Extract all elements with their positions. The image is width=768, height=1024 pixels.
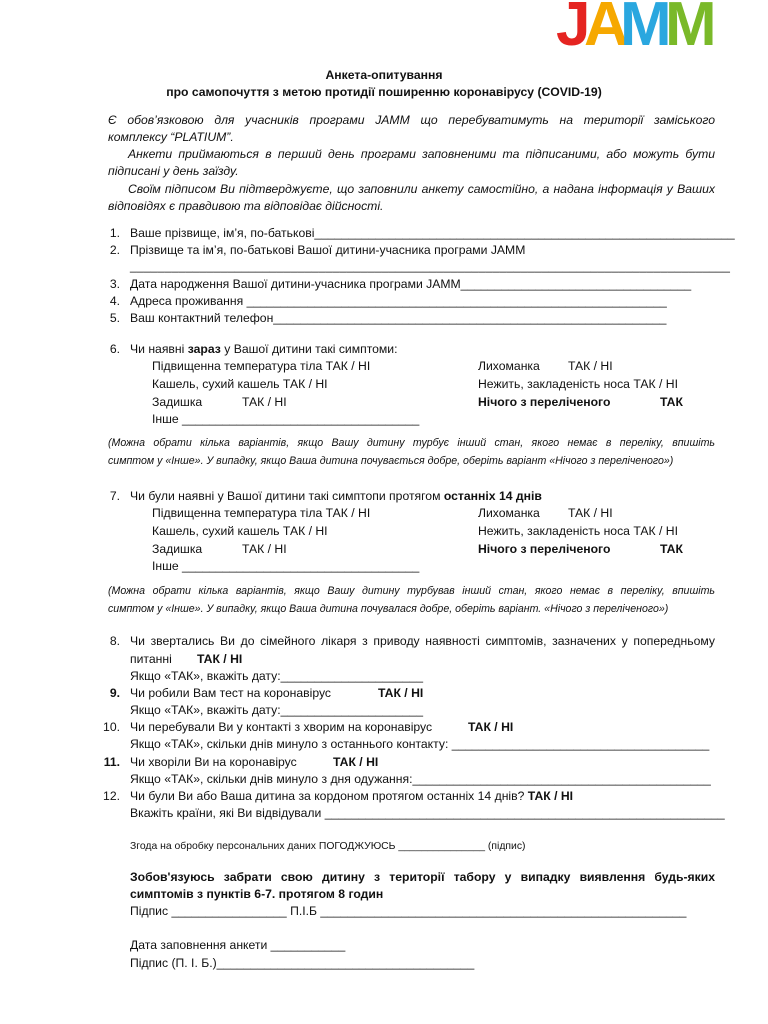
intro-p1-line1: Є обов’язковою для учасників програми JAMM що перебуватимуть на території заміського: [108, 113, 715, 127]
q2-number: 2.: [109, 243, 120, 257]
logo-letter-j: J: [556, 0, 587, 59]
q8-question-line1: Чи звертались Ви до сімейного лікаря з приводу наявності симптомів, зазначених у попередньому: [130, 634, 715, 648]
logo-letter-a: A: [584, 0, 625, 59]
q6-none-label: Нічого з переліченого: [478, 395, 611, 409]
document-subtitle: про самопочуття з метою протидії поширенню коронавірусу (COVID-19): [166, 85, 602, 99]
q6-dyspnea-label: Задишка: [152, 395, 203, 409]
q7-chills-option[interactable]: ТАК / НІ: [568, 506, 613, 520]
q6-cough-option[interactable]: Кашель, сухий кашель ТАК / НІ: [152, 377, 328, 391]
q6-dyspnea-option[interactable]: ТАК / НІ: [242, 395, 287, 409]
q8-question-line2: питанні: [130, 652, 172, 666]
q7-question-bold: останніх 14 днів: [443, 489, 542, 503]
q9-question: Чи робили Вам тест на коронавірус: [130, 686, 332, 700]
q5-number: 5.: [109, 311, 120, 325]
q12-question-text: Чи були Ви або Ваша дитина за кордоном протягом останніх 14 днів?: [130, 789, 528, 803]
q1-full-name-field[interactable]: Ваше прізвище, ім’я, по-батькові______________________________________________________________: [130, 226, 735, 240]
q10-question: Чи перебували Ви у контакті з хворим на коронавірус: [130, 720, 433, 734]
q8-date-field[interactable]: Якщо «ТАК», вкажіть дату:_____________________: [130, 669, 423, 683]
q7-dyspnea-label: Задишка: [152, 542, 203, 556]
footer-signature-field[interactable]: Підпис (П. І. Б.)______________________________________: [130, 956, 475, 970]
q6-note-line2: симптом у «Інше». У випадку, якщо Ваша дитина почувається добре, оберіть варіант «Нічого з переліченого»): [108, 455, 674, 467]
intro-p3-line2: відповідях є правдивою та відповідає дійсності.: [108, 199, 384, 213]
q3-number: 3.: [109, 277, 120, 291]
q10-days-field[interactable]: Якщо «ТАК», скільки днів минуло з останнього контакту: ______________________________________: [130, 737, 710, 751]
q10-number: 10.: [103, 720, 120, 734]
q6-nose-option[interactable]: Нежить, закладеність носа ТАК / НІ: [478, 377, 678, 391]
fill-date-field[interactable]: Дата заповнення анкети ___________: [130, 938, 346, 952]
q10-answer-option[interactable]: ТАК / НІ: [468, 720, 514, 734]
q7-other-field[interactable]: Інше ___________________________________: [152, 559, 420, 573]
logo-letter-m2: M: [665, 0, 713, 59]
q6-note-line1: (Можна обрати кілька варіантів, якщо Вашу дитину турбує інший стан, якого немає в переліку, впишіть: [108, 437, 715, 449]
obligation-signature-field[interactable]: Підпис _________________ П.І.Б ______________________________________________________: [130, 904, 687, 918]
q7-note-line1: (Можна обрати кілька варіантів, якщо Вашу дитину турбував інший стан, якого немає в переліку, впишіть: [108, 585, 715, 597]
obligation-line2: симптомів з пунктів 6-7. протягом 8 годин: [130, 887, 384, 901]
q6-chills-option[interactable]: ТАК / НІ: [568, 359, 613, 373]
intro-p2-line1: Анкети приймаються в перший день програми заповненими та підписаними, або можуть бути: [128, 147, 715, 161]
q6-none-option[interactable]: ТАК: [660, 395, 683, 409]
q9-number: 9.: [109, 686, 120, 700]
intro-p1-line2: комплексу “PLATIUM”.: [108, 130, 234, 144]
logo-letter-m1: M: [620, 0, 668, 59]
q7-question: [130, 488, 542, 506]
q8-number: 8.: [109, 634, 120, 648]
q6-other-field[interactable]: Інше ___________________________________: [152, 412, 420, 426]
q3-birthdate-field[interactable]: Дата народження Вашої дитини-учасника програми JAMM__________________________________: [130, 277, 692, 291]
q12-number: 12.: [103, 789, 120, 803]
intro-p2-line2: підписані у день заїзду.: [108, 164, 239, 178]
q4-address-field[interactable]: Адреса проживання ______________________________________________________________: [130, 294, 667, 308]
q6-number: 6.: [109, 342, 120, 356]
q12-answer-option[interactable]: ТАК / НІ: [527, 789, 574, 803]
q6-question-bold: зараз: [187, 342, 221, 356]
data-consent[interactable]: Згода на обробку персональних даних ПОГОДЖУЮСЬ _______________ (підпис): [130, 841, 526, 852]
q11-days-field[interactable]: Якщо «ТАК», скільки днів минуло з дня одужання:____________________________________________: [130, 772, 711, 786]
document-title: Анкета-опитування: [325, 68, 443, 82]
q12-question: [130, 788, 573, 806]
q6-question-pre: Чи наявні: [130, 342, 188, 356]
q7-note-line2: симптом у «Інше». У випадку, якщо Ваша дитина почувалася добре, оберіть варіант. «Нічого з переліченого»): [108, 603, 669, 615]
q7-number: 7.: [109, 489, 120, 503]
q6-chills-label: Лихоманка: [478, 359, 540, 373]
q11-question: Чи хворіли Ви на коронавірус: [130, 755, 297, 769]
q7-nose-option[interactable]: Нежить, закладеність носа ТАК / НІ: [478, 524, 678, 538]
q7-none-option[interactable]: ТАК: [660, 542, 683, 556]
intro-p3-line1: Своїм підписом Ви підтверджуєте, що заповнили анкету самостійно, а надана інформація у Ваших: [128, 182, 715, 196]
q6-fever-option[interactable]: Підвищенна температура тіла ТАК / НІ: [152, 359, 371, 373]
q9-answer-option[interactable]: ТАК / НІ: [378, 686, 424, 700]
q8-answer-option[interactable]: ТАК / НІ: [197, 652, 243, 666]
q7-chills-label: Лихоманка: [478, 506, 540, 520]
q11-number: 11.: [103, 755, 120, 769]
q1-number: 1.: [109, 226, 120, 240]
q7-none-label: Нічого з переліченого: [478, 542, 611, 556]
q7-fever-option[interactable]: Підвищенна температура тіла ТАК / НІ: [152, 506, 371, 520]
q7-cough-option[interactable]: Кашель, сухий кашель ТАК / НІ: [152, 524, 328, 538]
q5-phone-field[interactable]: Ваш контактний телефон__________________________________________________________: [130, 311, 667, 325]
q7-dyspnea-option[interactable]: ТАК / НІ: [242, 542, 287, 556]
q11-answer-option[interactable]: ТАК / НІ: [333, 755, 379, 769]
obligation-line1: Зобов'язуюсь забрати свою дитину з території табору у випадку виявлення будь-яких: [130, 870, 715, 884]
q6-question-post: у Вашої дитини такі симптоми:: [220, 342, 398, 356]
q6-question: [130, 341, 398, 359]
q2-child-name-field[interactable]: ______________________________________________________________________________________: [130, 259, 731, 273]
q4-number: 4.: [109, 294, 120, 308]
q2-child-name-label: Прізвище та ім’я, по-батькові Вашої дитини-учасника програми JAMM: [130, 243, 526, 257]
q7-question-pre: Чи були наявні у Вашої дитини такі симптопи протягом: [130, 489, 444, 503]
q9-date-field[interactable]: Якщо «ТАК», вкажіть дату:_____________________: [130, 703, 423, 717]
q12-countries-field[interactable]: Вкажіть країни, які Ви відвідували ___________________________________________________________: [130, 806, 725, 820]
